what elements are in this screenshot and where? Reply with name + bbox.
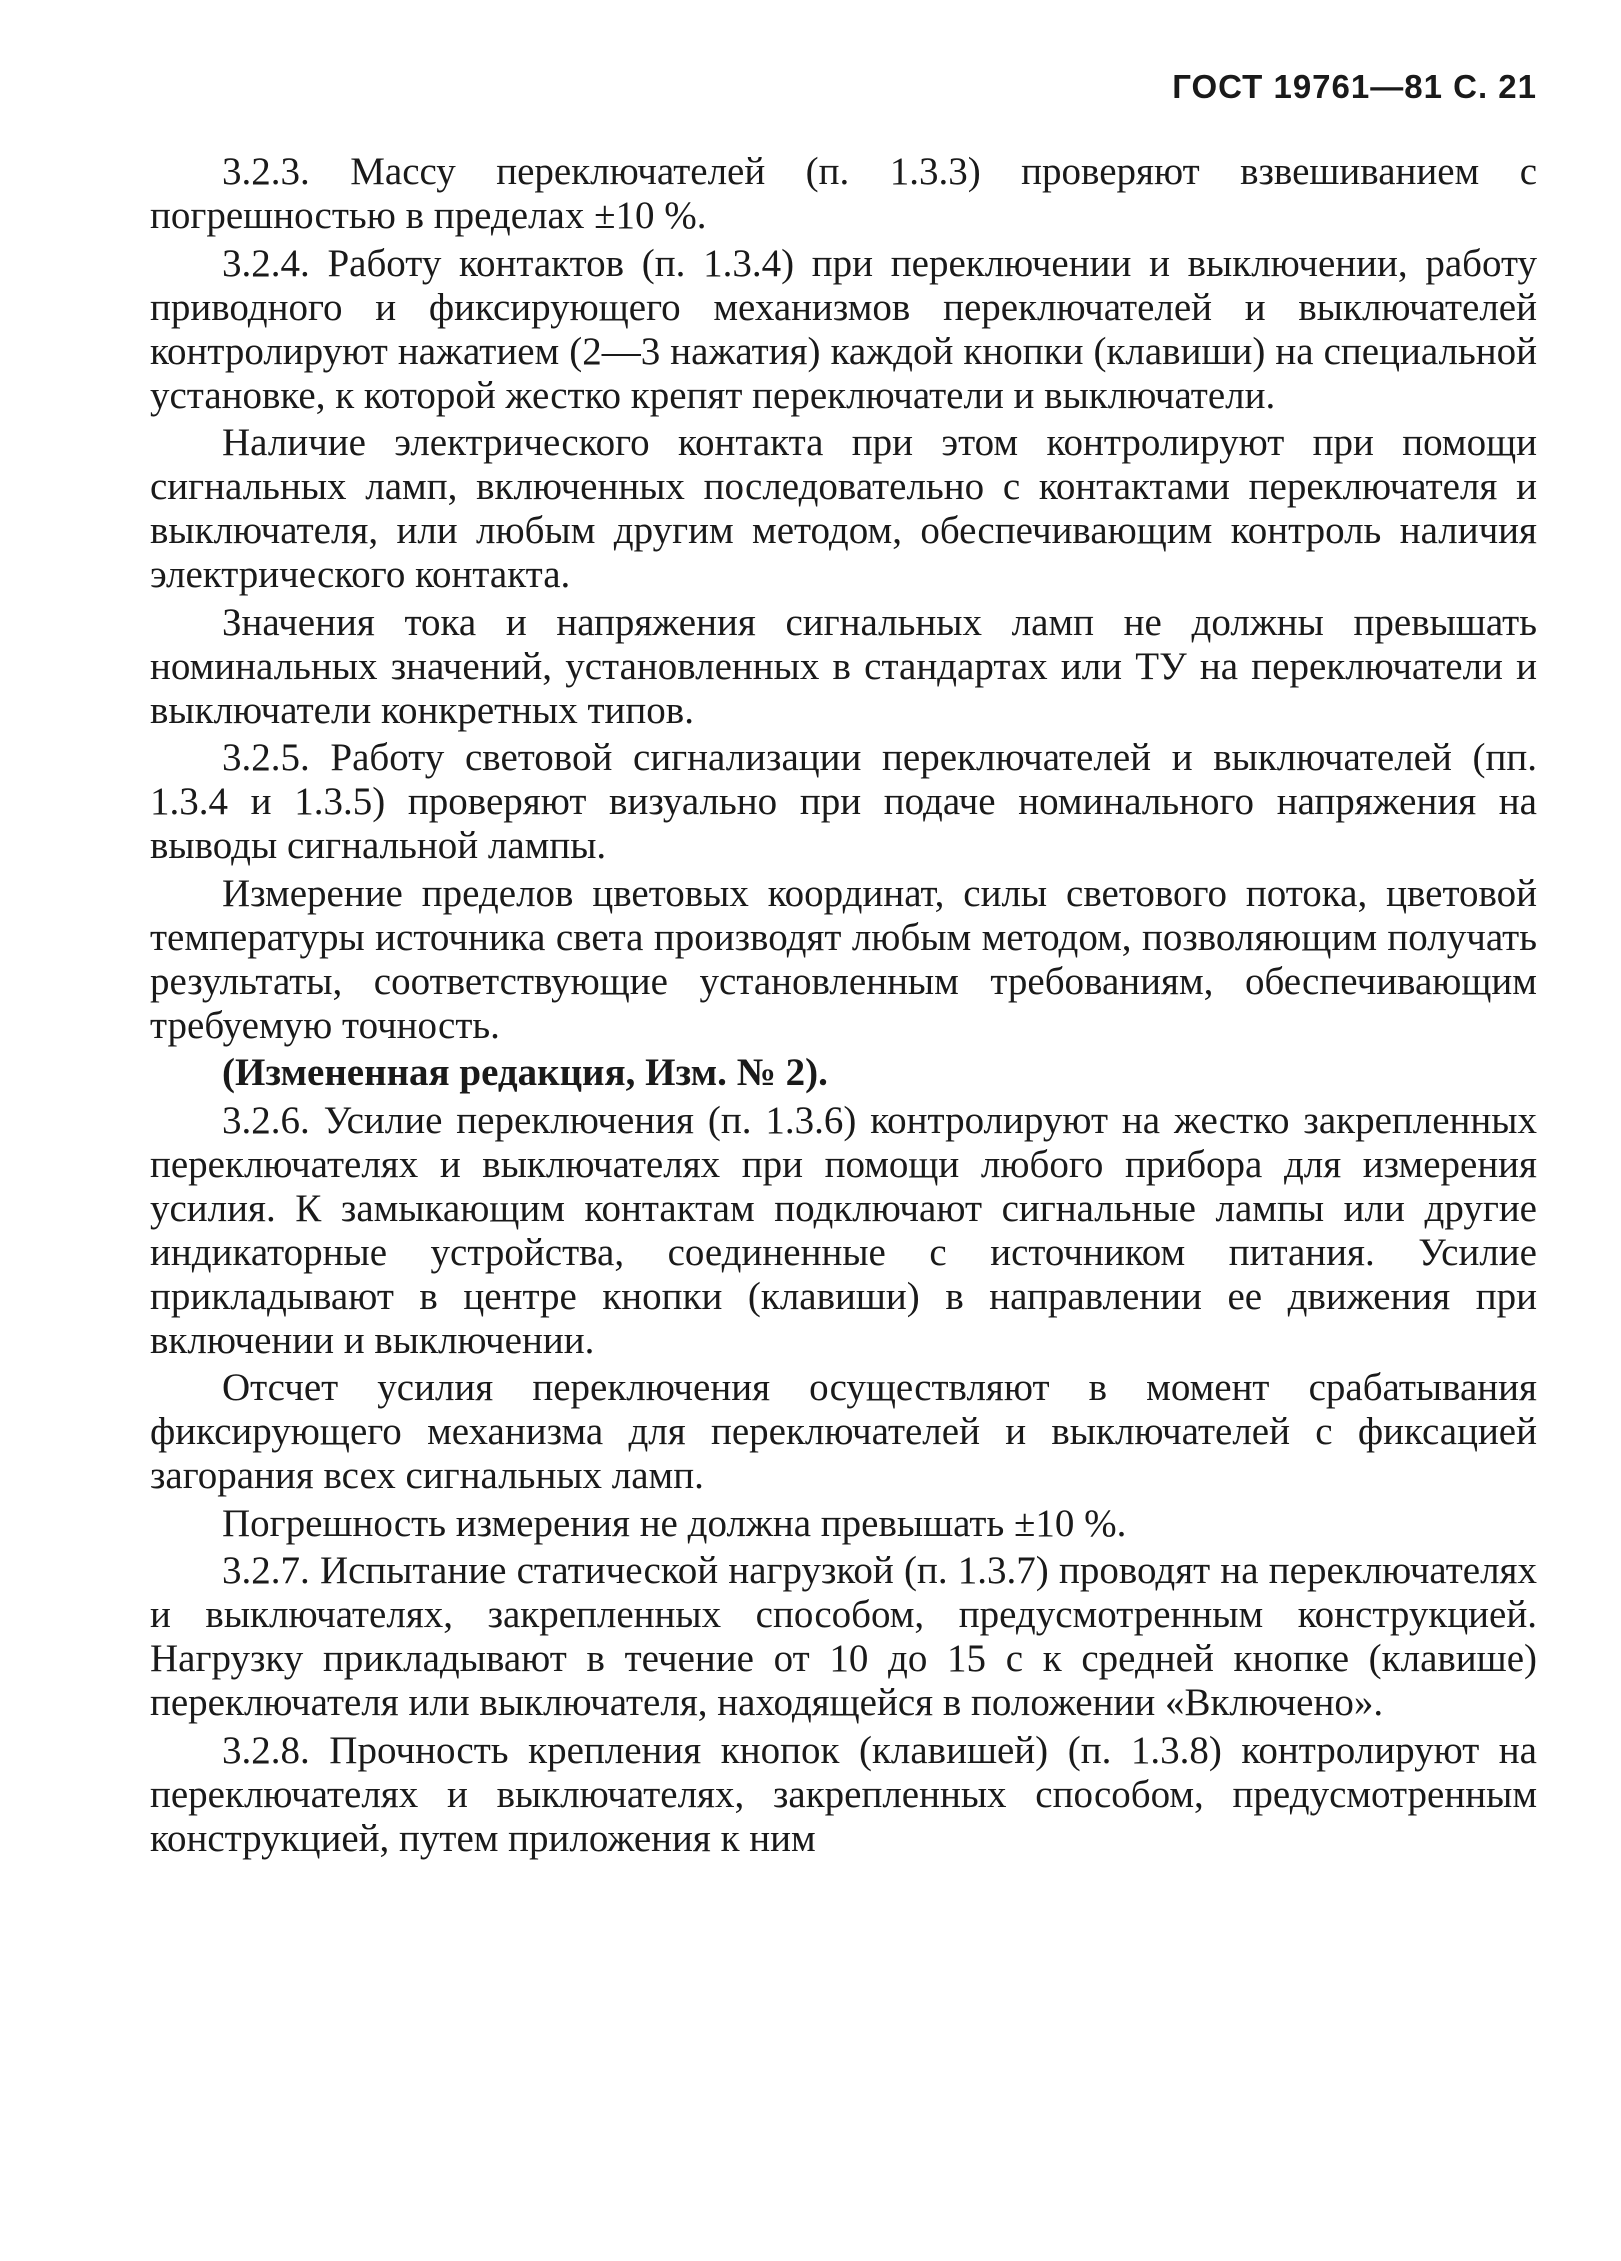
paragraph-force-reading: Отсчет усилия переключения осуществляют в момент срабатывания фиксирующего механизма для переключателей и выключателей с фиксацией загорания всех сигнальных ламп. [150,1366,1537,1497]
paragraph-contact-check: Наличие электрического контакта при этом контролируют при помощи сигнальных ламп, включенных последовательно с контактами переключателя и выключателя, или любым другим методом, обеспечивающим контроль наличия электрического контакта. [150,421,1537,596]
page-header: ГОСТ 19761—81 С. 21 [1172,68,1537,105]
paragraph-3-2-4: 3.2.4. Работу контактов (п. 1.3.4) при переключении и выключении, работу приводного и фиксирующего механизмов переключателей и выключателей контролируют нажатием (2—3 нажатия) каждой кнопки (клавиши) на специальной установке, к которой жестко крепят переключатели и выключатели. [150,241,1537,417]
paragraph-measurement-error: Погрешность измерения не должна превышать ±10 %. [222,1501,1127,1545]
paragraph-amendment-note: (Измененная редакция, Изм. № 2). [222,1051,828,1094]
paragraph-3-2-3: 3.2.3. Массу переключателей (п. 1.3.3) проверяют взвешиванием с погрешностью в пределах ±10 %. [150,150,1537,237]
paragraph-3-2-5: 3.2.5. Работу световой сигнализации переключателей и выключателей (пп. 1.3.4 и 1.3.5) проверяют визуально при подаче номинального напряжения на выводы сигнальной лампы. [150,736,1537,867]
paragraph-3-2-7: 3.2.7. Испытание статической нагрузкой (п. 1.3.7) проводят на переключателях и выключателях, закрепленных способом, предусмотренным конструкцией. Нагрузку прикладывают в течение от 10 до 15 с к средней кнопке (клавише) переключателя или выключателя, находящейся в положении «Включено». [150,1549,1537,1724]
paragraph-color-measurement: Измерение пределов цветовых координат, силы светового потока, цветовой температуры источника света производят любым методом, позволяющим получать результаты, соответствующие установленным требованиям, обеспечивающим требуемую точность. [150,871,1537,1047]
document-body [150,150,1537,1864]
paragraph-3-2-8: 3.2.8. Прочность крепления кнопок (клавишей) (п. 1.3.8) контролируют на переключателях и выключателях, закрепленных способом, предусмотренным конструкцией, путем приложения к ним [150,1728,1537,1860]
paragraph-lamp-values: Значения тока и напряжения сигнальных ламп не должны превышать номинальных значений, установленных в стандартах или ТУ на переключатели и выключатели конкретных типов. [150,600,1537,732]
paragraph-3-2-6: 3.2.6. Усилие переключения (п. 1.3.6) контролируют на жестко закрепленных переключателях и выключателях при помощи любого прибора для измерения усилия. К замыкающим контактам подключают сигнальные лампы или другие индикаторные устройства, соединенные с источником питания. Усилие прикладывают в центре кнопки (клавиши) в направлении ее движения при включении и выключении. [150,1098,1537,1362]
